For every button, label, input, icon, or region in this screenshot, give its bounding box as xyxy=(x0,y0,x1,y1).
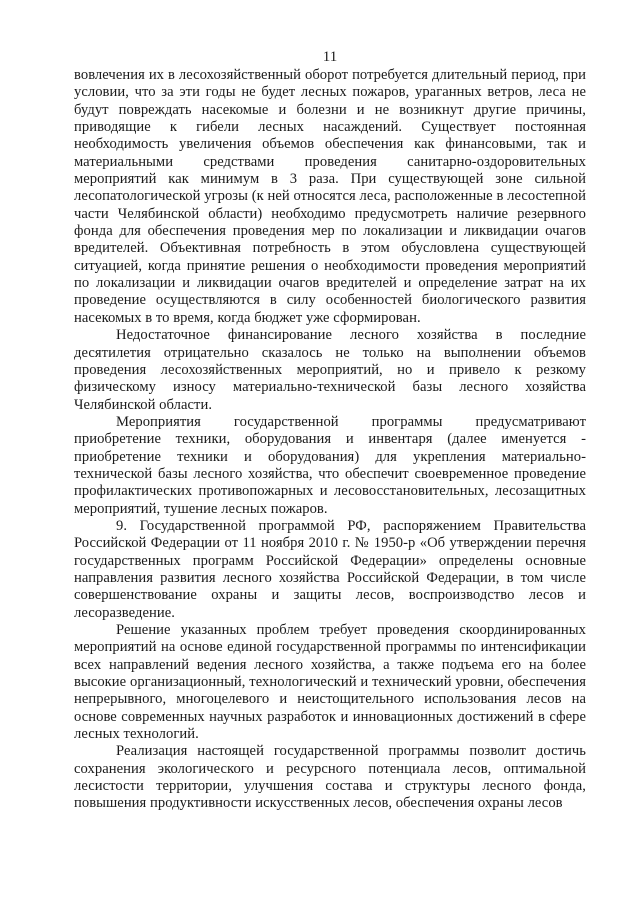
paragraph-underfunding: Недостаточное финансирование лесного хозяйства в последние десятилетия отрицательно сказалось не только на выполнении объемов проведения лесохозяйственных мероприятий, но и привело к резкому физическому износу материально-технической базы лесного хозяйства Челябинской области. xyxy=(74,327,586,413)
document-page xyxy=(74,48,586,813)
paragraph-solution: Решение указанных проблем требует проведения скоординированных мероприятий на основе единой государственной программы по интенсификации всех направлений ведения лесного хозяйства, а также подъема его на более высокие организационный, технологический и технический уровни, обеспечения непрерывного, многоцелевого и неистощительного использования лесов на основе современных научных разработок и инновационных достижений в сфере лесных технологий. xyxy=(74,622,586,743)
paragraph-program-measures: Мероприятия государственной программы предусматривают приобретение техники, оборудования и инвентаря (далее именуется - приобретение техники и оборудования) для укрепления материально-технической базы лесного хозяйства, что обеспечит своевременное проведение профилактических противопожарных и лесовосстановительных, лесозащитных мероприятий, тушение лесных пожаров. xyxy=(74,413,586,517)
paragraph-implementation: Реализация настоящей государственной программы позволит достичь сохранения экологического и ресурсного потенциала лесов, оптимальной лесистости территории, улучшения состава и структуры лесного фонда, повышения продуктивности искусственных лесов, обеспечения охраны лесов xyxy=(74,743,586,812)
paragraph-continued: вовлечения их в лесохозяйственный оборот потребуется длительный период, при условии, что за эти годы не будет лесных пожаров, ураганных ветров, леса не будут повреждать насекомые и болезни и не возникнут другие причины, приводящие к гибели лесных насаждений. Существует постоянная необходимость увеличения объемов обеспечения как финансовыми, так и материальными средствами проведения санитарно-оздоровительных мероприятий как минимум в 3 раза. При существующей зоне сильной лесопатологической угрозы (к ней относятся леса, расположенные в лесостепной части Челябинской области) необходимо предусмотреть наличие резервного фонда для обеспечения проведения мер по локализации и ликвидации очагов вредителей. Объективная потребность в этом обусловлена существующей ситуацией, когда принятие решения о необходимости проведения мероприятий по локализации и ликвидации очагов вредителей и определение затрат на их проведение осуществляются в силу особенностей биологического развития насекомых в то время, когда бюджет уже сформирован. xyxy=(74,67,586,326)
page-number: 11 xyxy=(322,49,338,65)
paragraph-item-9: 9. Государственной программой РФ, распоряжением Правительства Российской Федерации от 11 ноября 2010 г. № 1950-р «Об утверждении перечня государственных программ Российской Федерации» определены основные направления развития лесного хозяйства Российской Федерации, в том числе совершенствование охраны и защиты лесов, воспроизводство лесов и лесоразведение. xyxy=(74,517,586,621)
